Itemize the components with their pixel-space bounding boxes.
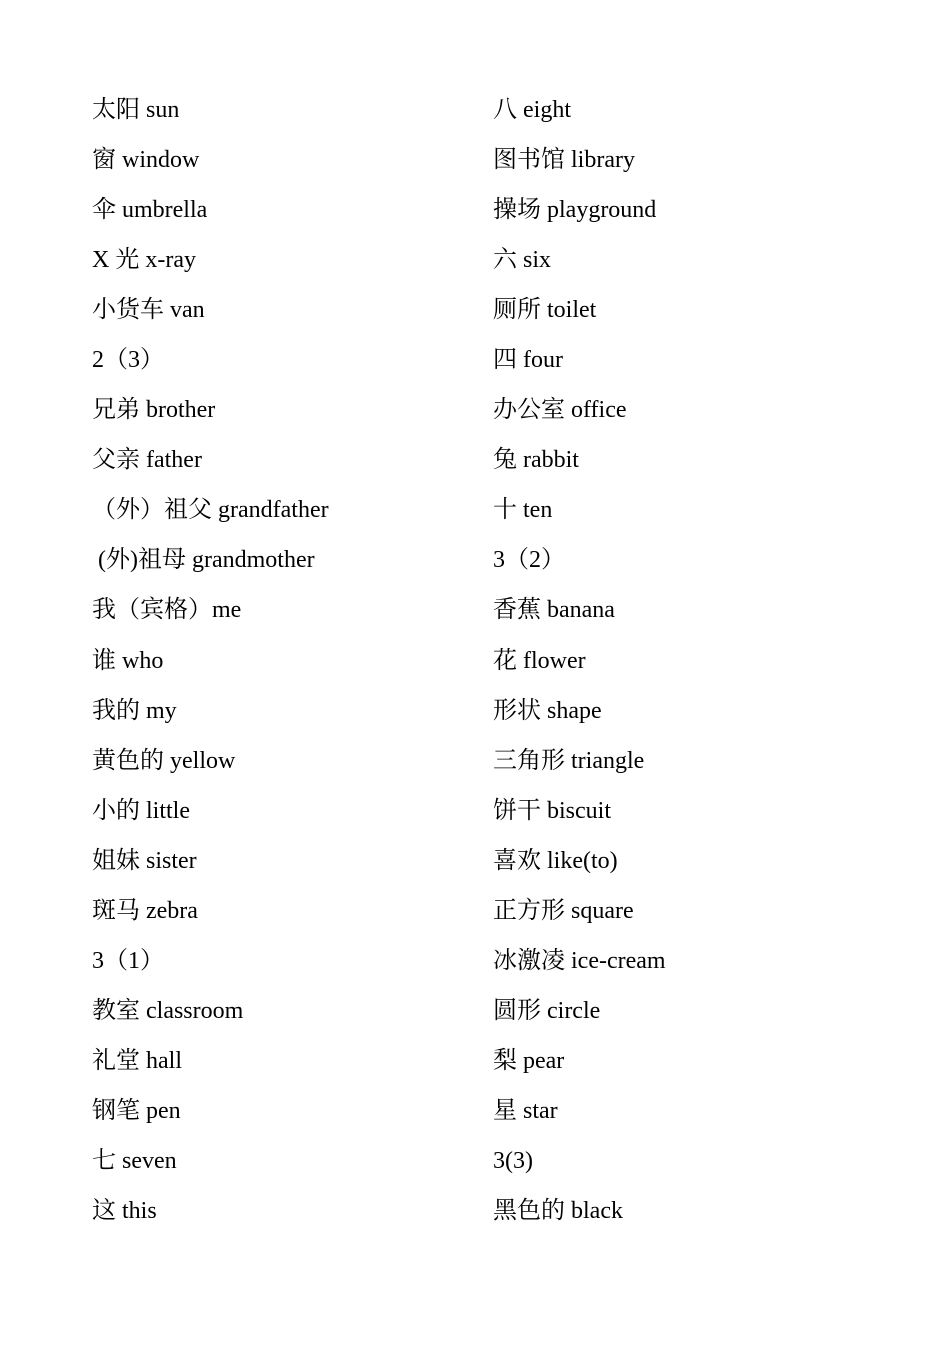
- word-entry: 小货车 van: [92, 297, 205, 324]
- word-entry: 钢笔 pen: [92, 1097, 181, 1124]
- word-entry: 八 eight: [493, 97, 571, 123]
- word-entry: 黑色的 black: [493, 1198, 623, 1225]
- word-entry: 六 six: [493, 247, 552, 274]
- word-entry: (外)祖母 grandmother: [92, 547, 315, 574]
- word-entry: 我（宾格）me: [92, 597, 242, 624]
- word-entry: 香蕉 banana: [493, 597, 615, 624]
- word-entry: 礼堂 hall: [92, 1047, 182, 1074]
- word-entry: 梨 pear: [493, 1047, 565, 1074]
- word-entry: 形状 shape: [493, 697, 602, 724]
- word-entry: X 光 x-ray: [92, 247, 196, 274]
- word-entry: 谁 who: [92, 647, 164, 674]
- word-entry: 父亲 father: [92, 447, 202, 474]
- word-entry: 办公室 office: [493, 397, 627, 424]
- word-entry: 三角形 triangle: [493, 747, 645, 774]
- word-entry: 操场 playground: [493, 197, 657, 224]
- word-entry: 这 this: [92, 1198, 157, 1225]
- section-heading: 3（2）: [493, 547, 565, 574]
- word-entry: 黄色的 yellow: [92, 747, 236, 774]
- section-heading: 2（3）: [92, 347, 164, 374]
- left-word-column: [92, 85, 492, 1236]
- word-entry: 四 four: [493, 347, 563, 374]
- word-entry: 斑马 zebra: [92, 897, 198, 924]
- word-entry: 厕所 toilet: [493, 297, 597, 324]
- word-entry: 七 seven: [92, 1147, 177, 1174]
- section-heading: 3(3): [493, 1147, 533, 1174]
- word-entry: 兄弟 brother: [92, 397, 216, 424]
- word-entry: 姐妹 sister: [92, 847, 197, 874]
- word-entry: 窗 window: [92, 147, 200, 174]
- word-entry: 十 ten: [493, 497, 553, 524]
- word-entry: 伞 umbrella: [92, 197, 208, 224]
- word-entry: 教室 classroom: [92, 997, 244, 1024]
- word-entry: 小的 little: [92, 797, 190, 824]
- word-entry: 冰激凌 ice-cream: [493, 947, 666, 974]
- section-heading: 3（1）: [92, 947, 164, 974]
- word-entry: 圆形 circle: [493, 997, 601, 1024]
- word-entry: 正方形 square: [493, 897, 634, 924]
- word-entry: 花 flower: [493, 647, 586, 674]
- word-entry: （外）祖父 grandfather: [92, 497, 329, 524]
- right-word-column: [493, 85, 893, 1236]
- word-entry: 我的 my: [92, 697, 177, 724]
- word-entry: 兔 rabbit: [493, 447, 579, 474]
- word-entry: 图书馆 library: [493, 147, 635, 174]
- word-entry: 星 star: [493, 1097, 558, 1124]
- word-entry: 太阳 sun: [92, 97, 180, 123]
- word-entry: 喜欢 like(to): [493, 847, 618, 874]
- word-entry: 饼干 biscuit: [493, 797, 611, 824]
